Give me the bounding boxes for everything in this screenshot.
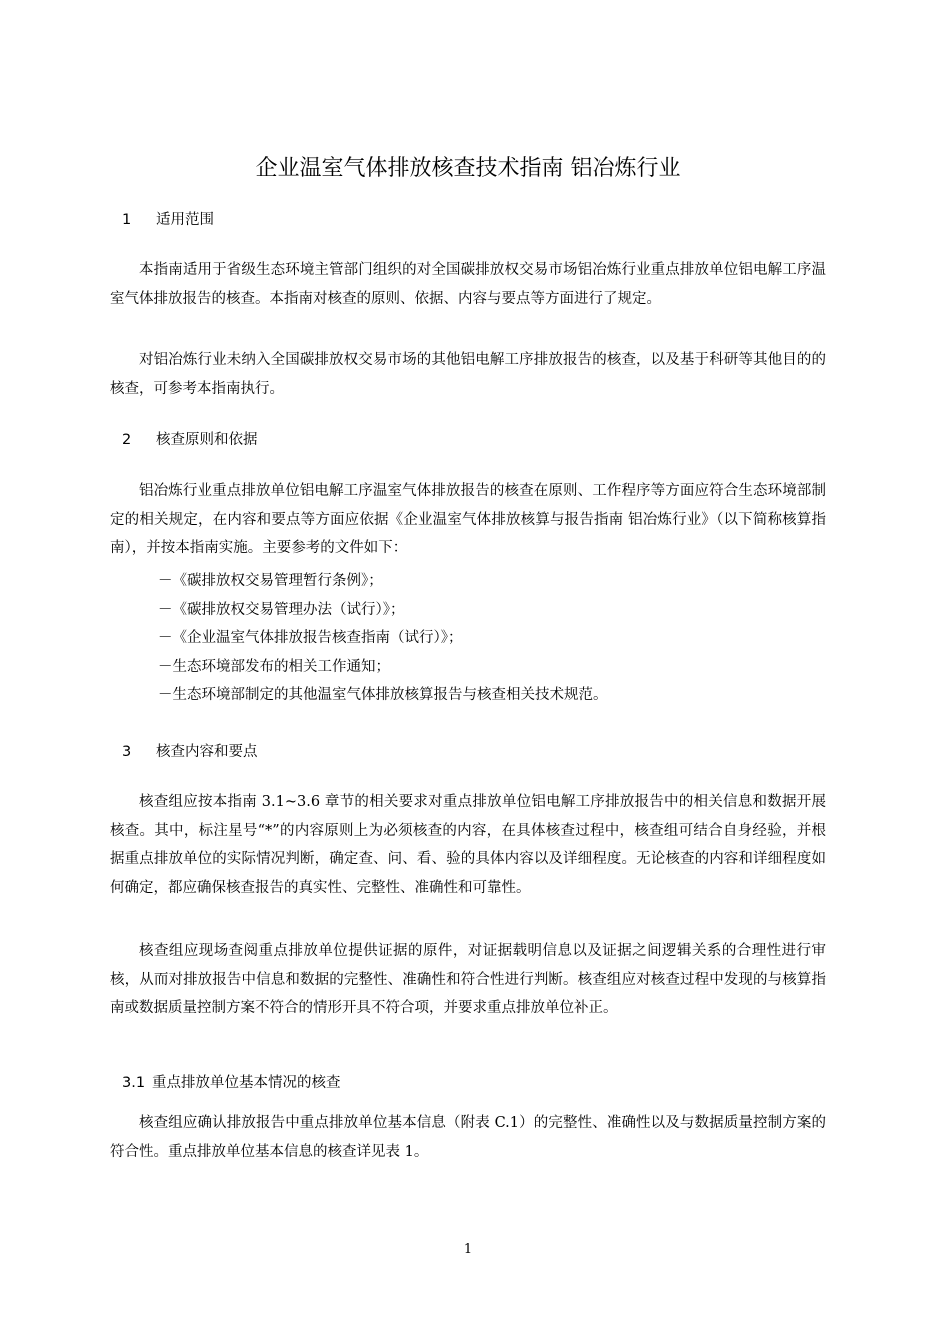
section-number: 1 — [122, 212, 132, 228]
paragraph: 本指南适用于省级生态环境主管部门组织的对全国碳排放权交易市场铝冶炼行业重点排放单位铝电解工序温室气体排放报告的核查。本指南对核查的原则、依据、内容与要点等方面进行了规定。 — [110, 262, 826, 307]
section-number: 3 — [122, 744, 132, 760]
document-title: 企业温室气体排放核查技术指南 铝冶炼行业 — [255, 156, 681, 181]
section-number: 3.1 — [122, 1075, 146, 1091]
list-item: －《碳排放权交易管理办法（试行）》； — [158, 601, 405, 618]
paragraph: 铝冶炼行业重点排放单位铝电解工序温室气体排放报告的核查在原则、工作程序等方面应符合生态环境部制定的相关规定，在内容和要点等方面应依据《企业温室气体排放核算与报告指南 铝冶炼行业》（以下简称核算指南），并按本指南实施。主要参考的文件如下： — [110, 483, 826, 556]
section-heading-1 — [122, 209, 214, 231]
section-title: 核查原则和依据 — [156, 432, 258, 448]
section-title: 重点排放单位基本情况的核查 — [152, 1075, 341, 1091]
paragraph: 核查组应确认排放报告中重点排放单位基本信息（附表 C.1）的完整性、准确性以及与数据质量控制方案的符合性。重点排放单位基本信息的核查详见表 1。 — [110, 1115, 826, 1160]
reference-list — [158, 567, 608, 710]
list-item: －生态环境部发布的相关工作通知； — [158, 658, 390, 675]
section-title: 核查内容和要点 — [156, 744, 258, 760]
paragraph: 核查组应现场查阅重点排放单位提供证据的原件，对证据载明信息以及证据之间逻辑关系的合理性进行审核，从而对排放报告中信息和数据的完整性、准确性和符合性进行判断。核查组应对核查过程中发现的与核算指南或数据质量控制方案不符合的情形开具不符合项，并要求重点排放单位补正。 — [110, 943, 826, 1016]
list-item: －生态环境部制定的其他温室气体排放核算报告与核查相关技术规范。 — [158, 687, 608, 703]
section-heading-2 — [122, 429, 258, 451]
section-title: 适用范围 — [156, 212, 214, 228]
list-item: －《企业温室气体排放报告核查指南（试行）》； — [158, 630, 463, 646]
section-heading-3-1 — [122, 1072, 341, 1094]
paragraph: 对铝冶炼行业未纳入全国碳排放权交易市场的其他铝电解工序排放报告的核查，以及基于科研等其他目的的核查，可参考本指南执行。 — [110, 352, 826, 397]
list-item: －《碳排放权交易管理暂行条例》； — [158, 573, 383, 589]
document-page — [110, 0, 826, 1344]
page-number: 1 — [463, 1242, 473, 1257]
paragraph: 核查组应按本指南 3.1~3.6 章节的相关要求对重点排放单位铝电解工序排放报告中的相关信息和数据开展核查。其中，标注星号“*”的内容原则上为必须核查的内容，在具体核查过程中，核查组可结合自身经验，并根据重点排放单位的实际情况判断，确定查、问、看、验的具体内容以及详细程度。无论核查的内容和详细程度如何确定，都应确保核查报告的真实性、完整性、准确性和可靠性。 — [110, 794, 826, 896]
section-number: 2 — [122, 432, 132, 448]
section-heading-3 — [122, 741, 258, 763]
